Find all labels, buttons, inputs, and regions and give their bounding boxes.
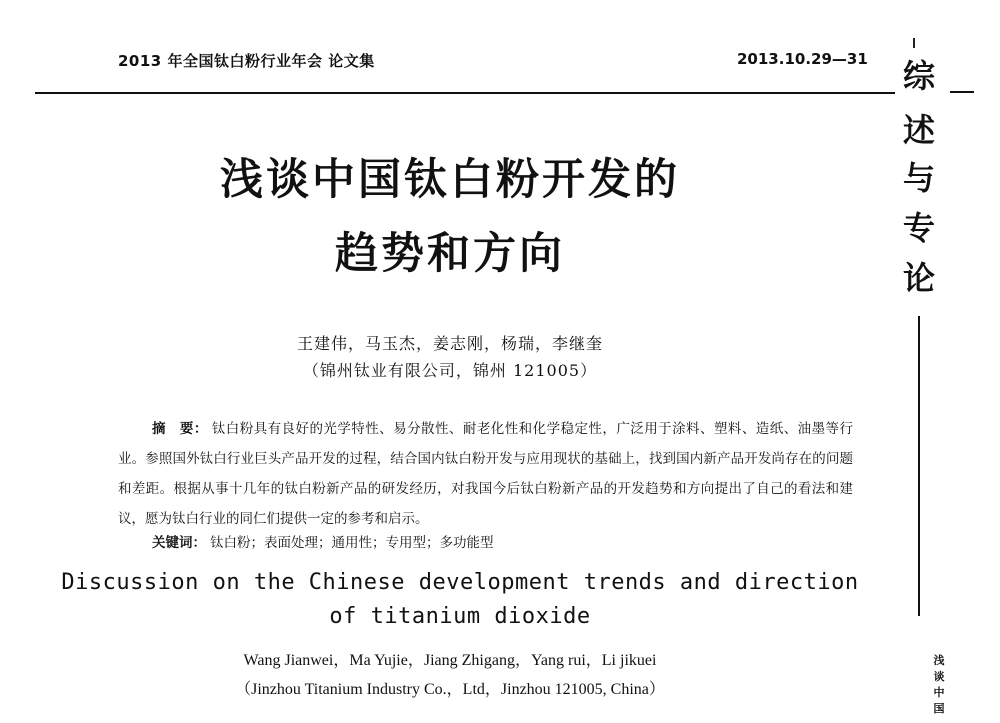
running-title-char-3: 中 [933, 686, 945, 699]
section-char-4: 专 [902, 209, 935, 247]
abstract-label: 摘 要： [152, 421, 208, 437]
english-title-line-1: Discussion on the Chinese development trends and direction [61, 570, 859, 595]
running-title-char-2: 谈 [933, 670, 945, 683]
section-char-1: 综 [902, 57, 935, 95]
header-date: 2013.10.29—31 [737, 50, 868, 68]
margin-tick [913, 38, 915, 48]
abstract-text: 钛白粉具有良好的光学特性、易分散性、耐老化性和化学稳定性，广泛用于涂料、塑料、造纸、油墨等行业。参照国外钛白行业巨头产品开发的过程，结合国内钛白粉开发与应用现状的基础上，找到国内新产品开发尚存在的问题和差距。根据从事十几年的钛白粉新产品的研发经历，对我国今后钛白粉新产品的开发趋势和方向提出了自己的看法和建议，愿为钛白行业的同仁们提供一定的参考和启示。 [118, 421, 853, 527]
section-char-3: 与 [902, 159, 935, 197]
section-char-5: 论 [902, 259, 935, 297]
english-title-line-2: of titanium dioxide [329, 604, 591, 629]
keywords-text: 钛白粉；表面处理；通用性；专用型；多功能型 [210, 535, 494, 551]
header-rule [35, 92, 895, 94]
running-title-char-4: 国 [933, 702, 945, 715]
abstract [118, 414, 853, 534]
authors: 王建伟，马玉杰，姜志刚，杨瑞，李继奎 [296, 334, 603, 353]
margin-vertical-rule [918, 316, 920, 616]
english-affiliation: （Jinzhou Titanium Industry Co.，Ltd，Jinzhou 121005, China） [235, 681, 665, 698]
english-authors: Wang Jianwei，Ma Yujie，Jiang Zhigang，Yang rui，Li jikuei [243, 652, 657, 669]
margin-dash [950, 91, 974, 93]
keywords-label: 关键词： [152, 535, 206, 551]
keywords [152, 531, 494, 551]
header-proceedings-title: 2013 年全国钛白粉行业年会 论文集 [118, 52, 375, 70]
paper-title-line-1: 浅谈中国钛白粉开发的 [220, 155, 680, 205]
running-title-char-1: 浅 [933, 654, 945, 667]
affiliation: （锦州钛业有限公司，锦州 121005） [302, 361, 598, 380]
paper-title-line-2: 趋势和方向 [335, 229, 565, 279]
section-char-2: 述 [902, 111, 935, 149]
